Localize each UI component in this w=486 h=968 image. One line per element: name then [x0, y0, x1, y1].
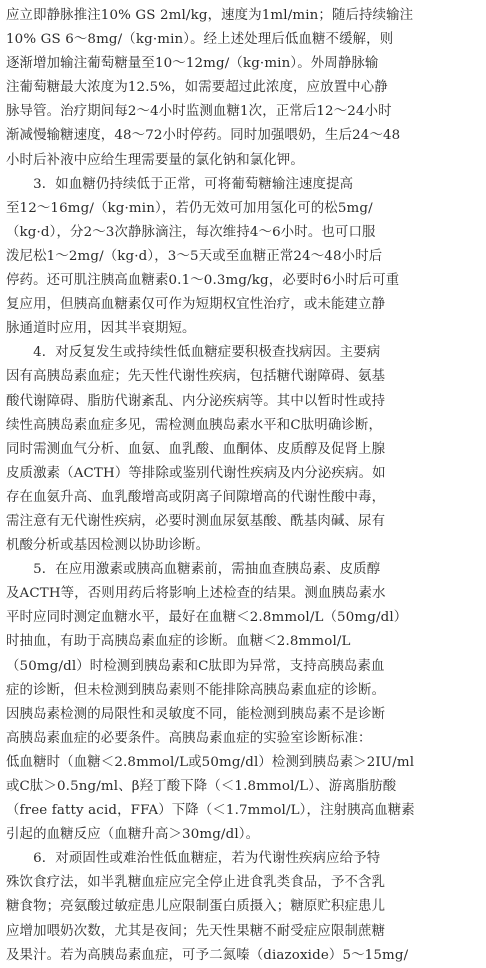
text-line: 及ACTH等，否则用药后将影响上述检查的结果。测血胰岛素水 — [6, 586, 386, 602]
text-line: 症的诊断，但未检测到胰岛素则不能排除高胰岛素血症的诊断。 — [6, 682, 386, 698]
text-line: 低血糖时（血糖＜2.8mmol/L或50mg/dl）检测到胰岛素＞2IU/ml — [6, 754, 415, 770]
text-line: 渐减慢输糖速度，48～72小时停药。同时加强喂奶，生后24～48 — [6, 128, 401, 144]
text-line: 同时需测血气分析、血氨、血乳酸、血酮体、皮质醇及促肾上腺 — [6, 441, 386, 457]
text-line: 高胰岛素血症的必要条件。高胰岛素血症的实验室诊断标准： — [6, 730, 372, 746]
text-line: 续性高胰岛素血症多见，需检测血胰岛素水平和C肽明确诊断， — [6, 417, 382, 433]
text-line: 复应用，但胰高血糖素仅可作为短期权宜性治疗，或未能建立静 — [6, 297, 386, 313]
text-line: 及果汁。若为高胰岛素血症，可予二氮嗪（diazoxide）5～15mg/ — [6, 947, 409, 963]
text-line: 10% GS 6～8mg/（kg·min）。经上述处理后低血糖不缓解，则 — [6, 32, 394, 48]
text-line: 糖食物；亮氨酸过敏症患儿应限制蛋白质摄入；糖原贮积症患儿 — [6, 899, 386, 915]
text-line: 机酸分析或基因检测以协助诊断。 — [6, 538, 210, 554]
text-line: （50mg/dl）时检测到胰岛素和C肽即为异常，支持高胰岛素血 — [6, 658, 385, 674]
text-line: 殊饮食疗法，如半乳糖血症应完全停止进食乳类食品，予不含乳 — [6, 875, 386, 891]
text-line: （free fatty acid，FFA）下降（＜1.7mmol/L），注射胰高血糖素 — [6, 803, 415, 819]
text-line: 时抽血，有助于高胰岛素血症的诊断。血糖＜2.8mmol/L — [6, 634, 351, 650]
text-line: 泼尼松1～2mg/（kg·d），3～5天或至血糖正常24～48小时后 — [6, 248, 383, 264]
text-line: 脉导管。治疗期间每2～4小时监测血糖1次，正常后12～24小时 — [6, 104, 392, 120]
text-line: 至12～16mg/（kg·min），若仍无效可加用氢化可的松5mg/ — [6, 200, 373, 216]
text-line: 因胰岛素检测的局限性和灵敏度不同，能检测到胰岛素不是诊断 — [6, 706, 386, 722]
paragraph-5-start: 5．在应用激素或胰高血糖素前，需抽血查胰岛素、皮质醇 — [6, 562, 381, 578]
text-line: 逐渐增加输注葡萄糖量至10～12mg/（kg·min）。外周静脉输 — [6, 56, 379, 72]
paragraph-4-start: 4．对反复发生或持续性低血糖症要积极查找病因。主要病 — [6, 345, 381, 361]
text-line: 皮质激素（ACTH）等排除或鉴别代谢性疾病及内分泌疾病。如 — [6, 465, 386, 481]
text-line: 停药。还可肌注胰高血糖素0.1～0.3mg/kg，必要时6小时后可重 — [6, 273, 400, 289]
paragraph-3-start: 3．如血糖仍持续低于正常，可将葡萄糖输注速度提高 — [6, 176, 354, 192]
text-line: 需注意有无代谢性疾病，必要时测血尿氨基酸、酰基肉碱、尿有 — [6, 513, 386, 529]
text-line: 平时应同时测定血糖水平，最好在血糖＜2.8mmol/L（50mg/dl） — [6, 610, 408, 626]
text-line: 应立即静脉推注10% GS 2ml/kg，速度为1ml/min；随后持续输注 — [6, 8, 414, 23]
text-line: 存在血氨升高、血乳酸增高或阴离子间隙增高的代谢性酸中毒， — [6, 489, 386, 505]
text-line: 酸代谢障碍、脂肪代谢紊乱、内分泌疾病等。其中以暂时性或持 — [6, 393, 386, 409]
text-line: 或C肽＞0.5ng/ml、β羟丁酸下降（＜1.8mmol/L）、游离脂肪酸 — [6, 779, 397, 794]
text-line: 脉通道时应用，因其半衰期短。 — [6, 321, 196, 337]
text-line: 注葡萄糖最大浓度为12.5%，如需要超过此浓度，应放置中心静 — [6, 80, 388, 96]
text-line: 小时后补液中应给生理需要量的氯化钠和氯化钾。 — [6, 152, 304, 168]
paragraph-6-start: 6．对顽固性或难治性低血糖症，若为代谢性疾病应给予特 — [6, 851, 381, 867]
text-line: 因有高胰岛素血症；先天性代谢性疾病，包括糖代谢障碍、氨基 — [6, 369, 386, 385]
text-line: 引起的血糖反应（血糖升高＞30mg/dl）。 — [6, 827, 260, 843]
text-line: 应增加喂奶次数，尤其是夜间；先天性果糖不耐受症应限制蔗糖 — [6, 923, 386, 939]
text-line: （kg·d），分2～3次静脉滴注，每次维持4～6小时。也可口服 — [6, 224, 376, 240]
